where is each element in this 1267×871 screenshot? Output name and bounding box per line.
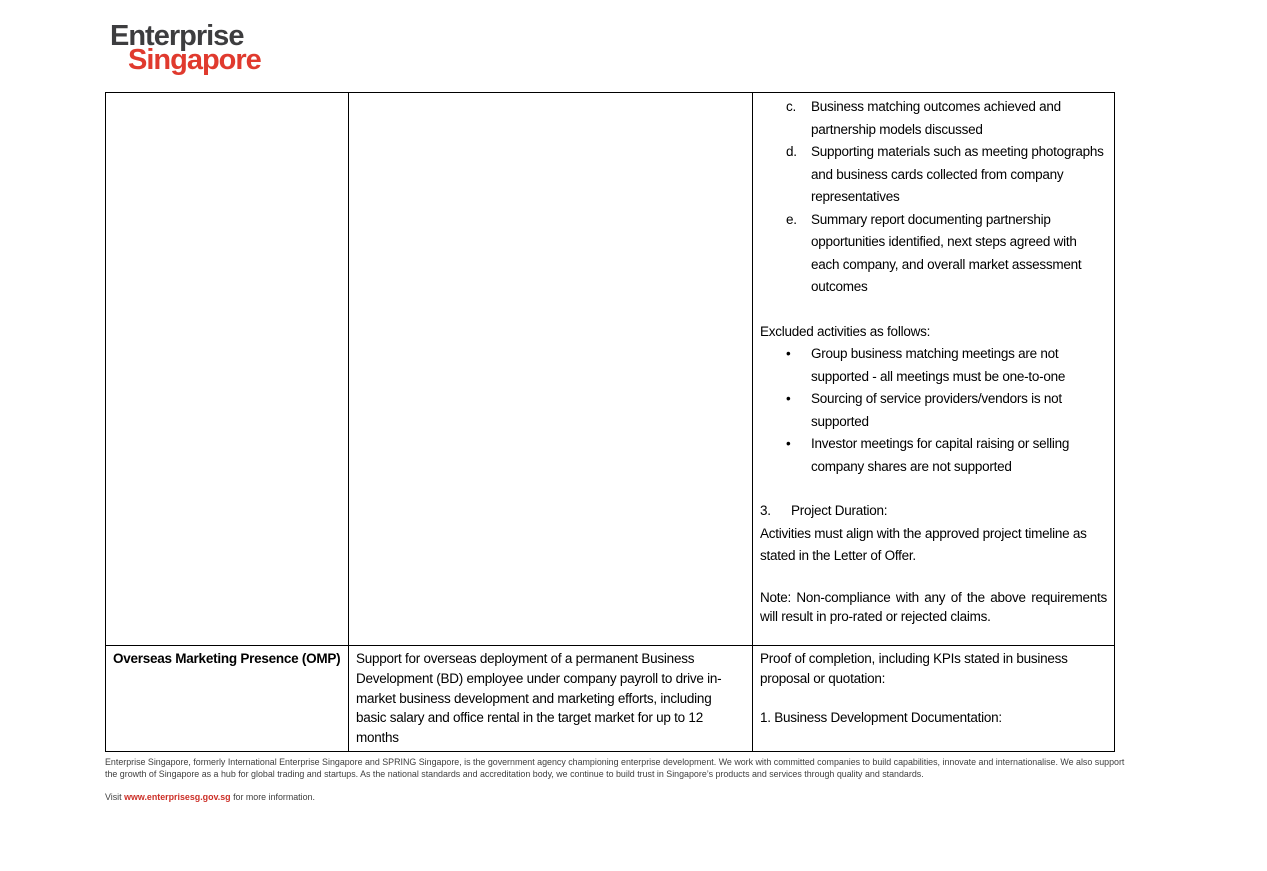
excluded-activities-heading: Excluded activities as follows: (760, 323, 931, 339)
list-item (786, 141, 1107, 209)
excluded-bullet-list (760, 343, 1107, 478)
enterprisesg-link[interactable]: www.enterprisesg.gov.sg (124, 792, 231, 803)
bullet-icon: • (786, 346, 791, 361)
lettered-list (760, 96, 1107, 299)
duration-heading-text: Project Duration: (791, 503, 888, 518)
bullet-item-text: Group business matching meetings are not supported - all meetings must be one-to-one (811, 346, 1066, 384)
project-duration-section (760, 500, 1107, 568)
list-item-text: Summary report documenting partnership opportunities identified, next steps agreed with each company, and overall market assessment outcomes (811, 211, 1082, 294)
logo-word-singapore: Singapore (128, 44, 261, 76)
logo-word-enterprise: Enterprise (110, 20, 244, 52)
cell-description-empty (349, 93, 753, 646)
duration-number: 3. (760, 503, 771, 518)
non-compliance-note: Note: Non-compliance with any of the above requirements will result in pro-rated or rejected claims. (760, 589, 1107, 625)
table-row-omp (106, 646, 1115, 752)
visit-suffix: for more information. (230, 792, 315, 803)
bullet-item-text: Investor meetings for capital raising or selling company shares are not supported (811, 436, 1070, 474)
cell-omp-deliverables (753, 646, 1115, 752)
bullet-item (786, 343, 1107, 388)
bullet-item (786, 388, 1107, 433)
list-item-text: Business matching outcomes achieved and partnership models discussed (811, 99, 1061, 137)
cell-omp-name: Overseas Marketing Presence (OMP) (106, 646, 349, 752)
bullet-icon: • (786, 436, 791, 451)
project-duration-text: Activities must align with the approved project timeline as stated in the Letter of Offer. (760, 525, 1087, 563)
visit-prefix: Visit (105, 792, 125, 803)
bullet-icon: • (786, 391, 791, 406)
cell-omp-description: Support for overseas deployment of a permanent Business Development (BD) employee under company payroll to drive in-market business development and marketing efforts, including basic salary and office rental in the target market for up to 12 months (349, 646, 753, 752)
bullet-item-text: Sourcing of service providers/vendors is not supported (811, 391, 1062, 429)
table-row-continued (106, 93, 1115, 646)
footer-visit-line (105, 791, 1127, 803)
footer-about-text: Enterprise Singapore, formerly International Enterprise Singapore and SPRING Singapore, is the government agency championing enterprise development. We work with committed companies to build capabilities, innovate and internationalise. We also support the growth of Singapore as a hub for global trading and startups. As the national standards and accreditation body, we continue to build trust in Singapore’s products and services through quality and standards. (105, 757, 1125, 780)
project-duration-heading (760, 500, 1107, 523)
list-item (786, 96, 1107, 141)
cell-activity-name-empty (106, 93, 349, 646)
omp-proof-heading: Proof of completion, including KPIs stated in business proposal or quotation: (760, 651, 1068, 686)
list-marker: d. (786, 144, 797, 159)
page-footer (105, 756, 1127, 804)
list-item (786, 209, 1107, 299)
enterprise-singapore-logo (110, 22, 261, 75)
bullet-item (786, 433, 1107, 478)
cell-deliverables-continued (753, 93, 1115, 646)
omp-proof-item1: 1. Business Development Documentation: (760, 710, 1002, 726)
list-marker: e. (786, 211, 797, 227)
list-marker: c. (786, 99, 797, 114)
grant-requirements-table (105, 92, 1115, 752)
list-item-text: Supporting materials such as meeting photographs and business cards collected from company representatives (811, 144, 1104, 204)
